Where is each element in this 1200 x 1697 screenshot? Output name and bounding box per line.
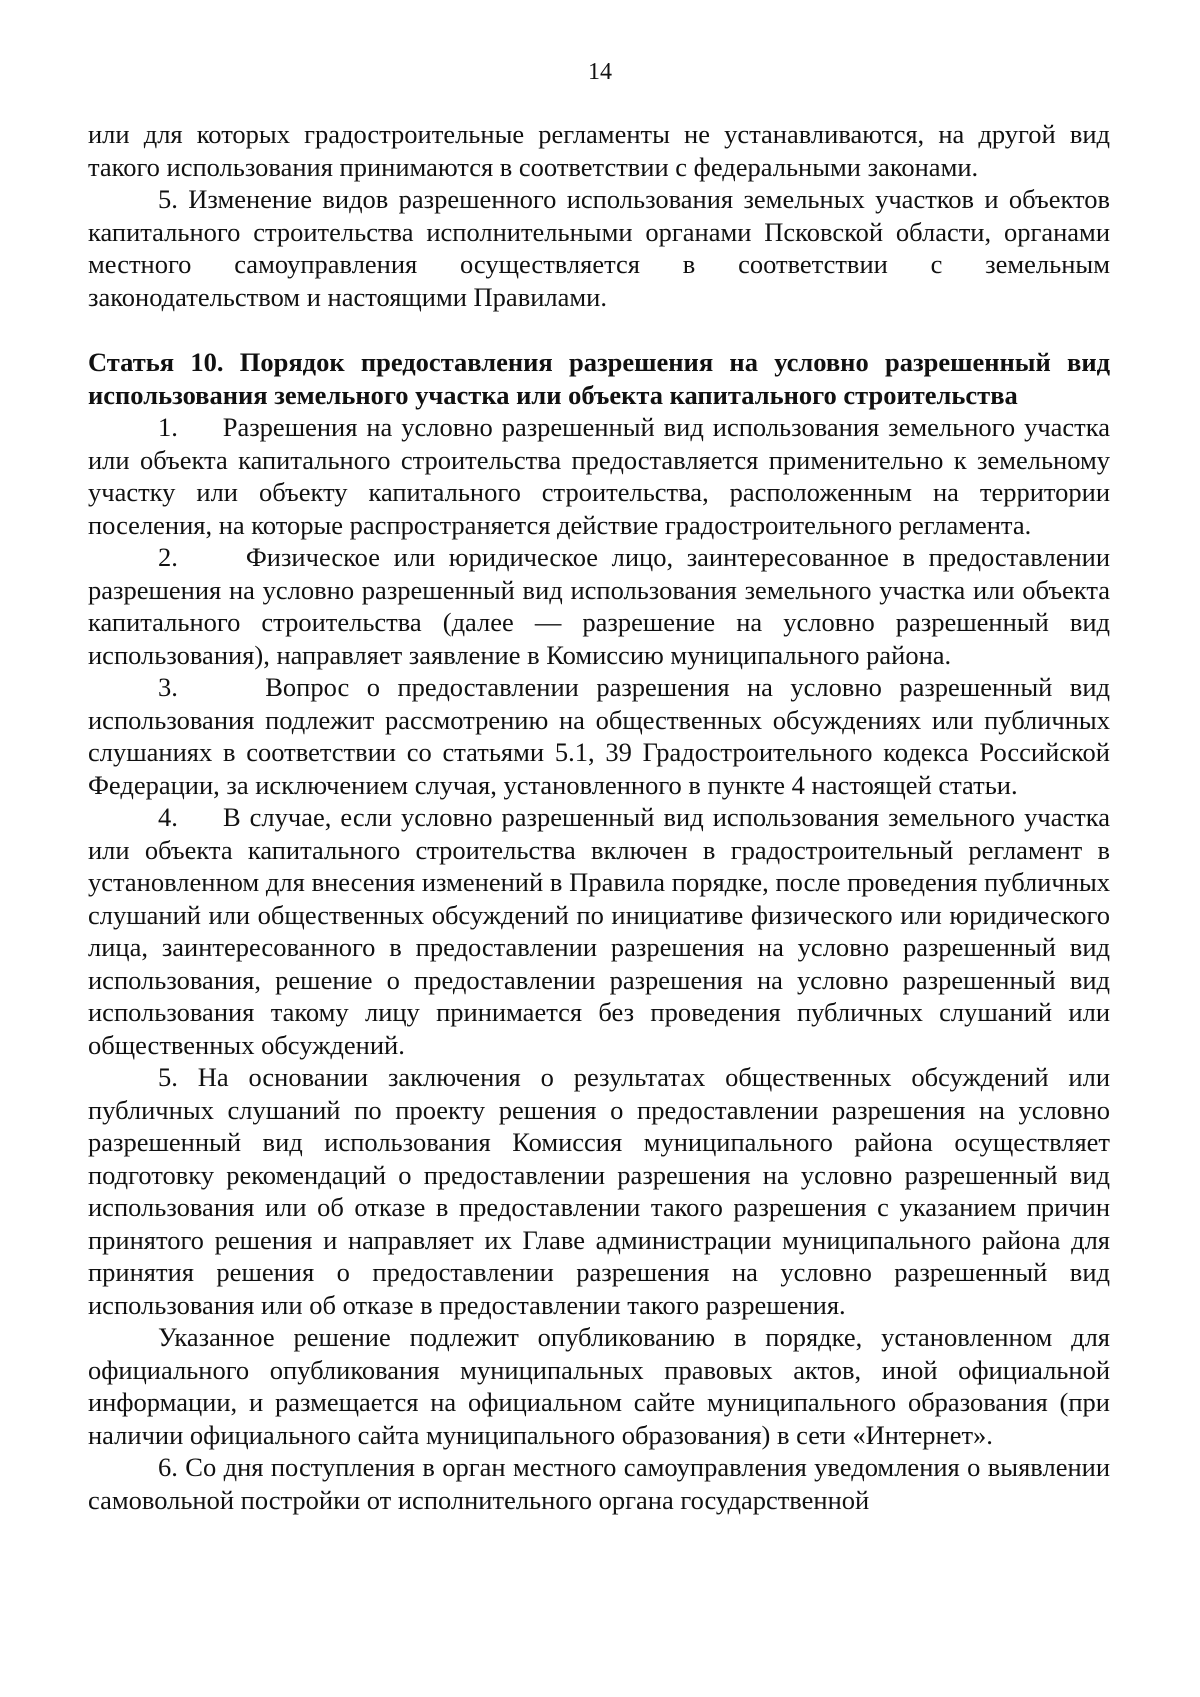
paragraph: 4. В случае, если условно разрешенный вид использования земельного участка или объекта капитального строительства включен в градостроительный регламент в установленном для внесения изменений в Правила порядке, после проведения публичных слушаний или общественных обсуждений по инициативе физического или юридического лица, заинтересованного в предоставлении разрешения на условно разрешенный вид использования, решение о предоставлении разрешения на условно разрешенный вид использования такому лицу принимается без проведения публичных слушаний или общественных обсуждений.: [88, 802, 1110, 1060]
paragraph: 6. Со дня поступления в орган местного самоуправления уведомления о выявлении самовольной постройки от исполнительного органа государственной: [88, 1452, 1110, 1515]
paragraph: 1. Разрешения на условно разрешенный вид использования земельного участка или объекта капитального строительства предоставляется применительно к земельному участку или объекту капитального строительства, расположенным на территории поселения, на которые распространяется действие градостроительного регламента.: [88, 412, 1110, 540]
document-body: [88, 118, 1110, 1516]
paragraph: 5. На основании заключения о результатах общественных обсуждений или публичных слушаний по проекту решения о предоставлении разрешения на условно разрешенный вид использования Комиссия муниципального района осуществляет подготовку рекомендаций о предоставлении разрешения на условно разрешенный вид использования или об отказе в предоставлении такого разрешения с указанием причин принятого решения и направляет их Главе администрации муниципального района для принятия решения о предоставлении разрешения на условно разрешенный вид использования или об отказе в предоставлении такого разрешения.: [88, 1062, 1110, 1320]
article-heading: Статья 10. Порядок предоставления разрешения на условно разрешенный вид использования земельного участка или объекта капитального строительства: [88, 347, 1110, 410]
paragraph: 5. Изменение видов разрешенного использования земельных участков и объектов капитального строительства исполнительными органами Псковской области, органами местного самоуправления осуществляется в соответствии с земельным законодательством и настоящими Правилами.: [88, 184, 1110, 312]
paragraph: 2. Физическое или юридическое лицо, заинтересованное в предоставлении разрешения на условно разрешенный вид использования земельного участка или объекта капитального строительства (далее — разрешение на условно разрешенный вид использования), направляет заявление в Комиссию муниципального района.: [88, 542, 1110, 670]
paragraph: Указанное решение подлежит опубликованию в порядке, установленном для официального опубликования муниципальных правовых актов, иной официальной информации, и размещается на официальном сайте муниципального образования (при наличии официального сайта муниципального образования) в сети «Интернет».: [88, 1322, 1110, 1450]
paragraph: или для которых градостроительные регламенты не устанавливаются, на другой вид такого использования принимаются в соответствии с федеральными законами.: [88, 119, 1110, 182]
page-number: 14: [588, 59, 612, 85]
paragraph: 3. Вопрос о предоставлении разрешения на условно разрешенный вид использования подлежит рассмотрению на общественных обсуждениях или публичных слушаниях в соответствии со статьями 5.1, 39 Градостроительного кодекса Российской Федерации, за исключением случая, установленного в пункте 4 настоящей статьи.: [88, 672, 1110, 800]
